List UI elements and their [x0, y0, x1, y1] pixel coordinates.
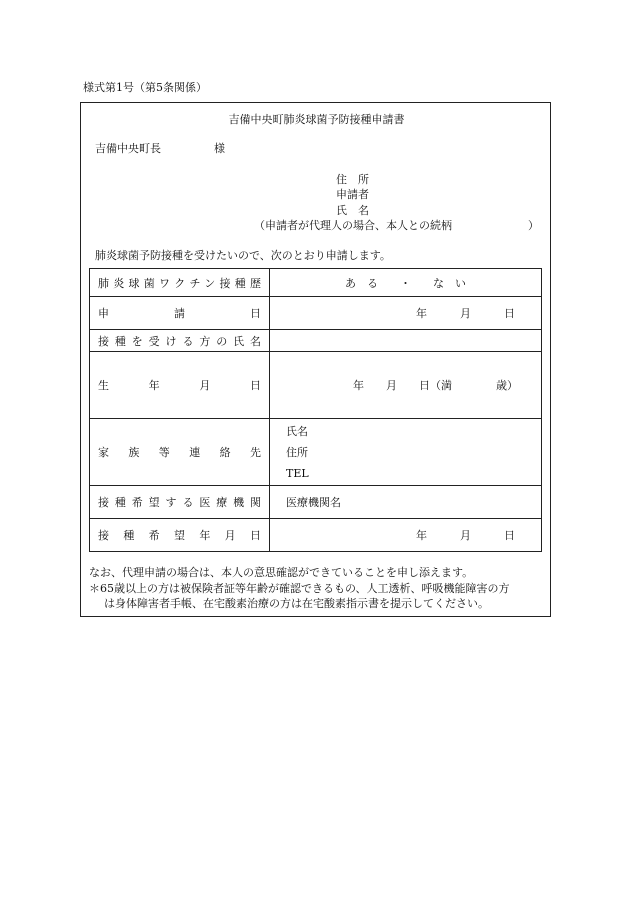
footnote-proxy: なお、代理申請の場合は、本人の意思確認ができていることを申し添えます。: [89, 566, 474, 579]
form-number: 様式第1号（第5条関係）: [83, 81, 207, 94]
history-label: 肺炎球菌ワクチン接種歴: [90, 269, 270, 297]
history-value[interactable]: あ る ・ な い: [270, 269, 542, 297]
footnote-documents-1: ＊65歳以上の方は被保険者証等年齢が確認できるもの、人工透析、呼吸機能障害の方: [89, 582, 510, 595]
table-row: [90, 486, 542, 519]
addressee-suffix: 様: [214, 142, 225, 155]
relation-note-close: ）: [528, 219, 539, 232]
table-row: [90, 519, 542, 552]
applicant-name-label: 氏 名: [336, 204, 369, 217]
birth-date-value[interactable]: 年 月 日（満 歳）: [270, 352, 542, 419]
application-table: [89, 268, 542, 552]
family-contact-name: 氏名: [286, 424, 308, 438]
form-title: 吉備中央町肺炎球菌予防接種申請書: [228, 113, 405, 126]
recipient-name-value[interactable]: [270, 330, 542, 352]
desired-date-label: 接種希望年月日: [90, 519, 270, 552]
table-row: [90, 352, 542, 419]
family-contact-address: 住所: [286, 445, 308, 459]
apply-date-value[interactable]: 年 月 日: [270, 297, 542, 330]
applicant-label: 申請者: [336, 188, 369, 201]
table-row: [90, 297, 542, 330]
addressee: 吉備中央町長: [95, 142, 161, 155]
family-contact-label: 家族等連絡先: [90, 419, 270, 486]
intro-text: 肺炎球菌予防接種を受けたいので、次のとおり申請します。: [95, 249, 391, 262]
apply-date-label: 申請日: [90, 297, 270, 330]
relation-note: （申請者が代理人の場合、本人との続柄: [254, 219, 452, 232]
institution-value[interactable]: 医療機関名: [270, 486, 542, 519]
birth-date-label: 生年月日: [90, 352, 270, 419]
application-form: [80, 102, 551, 617]
table-row: [90, 419, 542, 486]
family-contact-value[interactable]: [270, 419, 542, 486]
desired-date-value[interactable]: 年 月 日: [270, 519, 542, 552]
institution-label: 接種希望する医療機関: [90, 486, 270, 519]
footnote-documents-2: は身体障害者手帳、在宅酸素治療の方は在宅酸素指示書を提示してください。: [104, 597, 489, 610]
table-row: [90, 269, 542, 297]
table-row: [90, 330, 542, 352]
applicant-address-label: 住 所: [336, 173, 369, 186]
family-contact-tel: TEL: [286, 466, 309, 480]
recipient-name-label: 接種を受ける方の氏名: [90, 330, 270, 352]
